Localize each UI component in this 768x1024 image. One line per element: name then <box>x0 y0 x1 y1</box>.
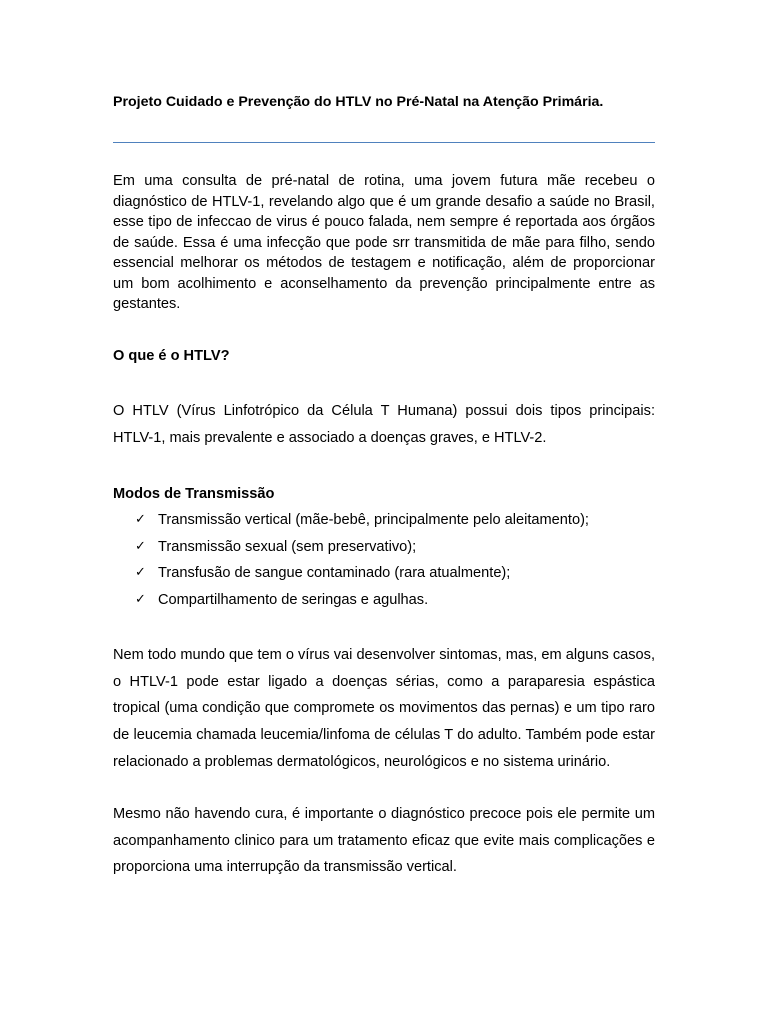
what-is-htlv-paragraph: O HTLV (Vírus Linfotrópico da Célula T Humana) possui dois tipos principais: HTLV-1, mais prevalente e associado a doenças graves, e HTLV-2. <box>113 403 655 446</box>
checkmark-icon: ✓ <box>135 592 146 608</box>
transmission-list <box>113 507 589 614</box>
title-divider <box>113 142 655 143</box>
list-item-text: Transmissão vertical (mãe-bebê, principalmente pelo aleitamento); <box>158 512 589 528</box>
list-item <box>113 587 589 614</box>
checkmark-icon: ✓ <box>135 538 146 554</box>
list-item <box>113 507 589 534</box>
list-item <box>113 534 589 561</box>
section-heading-transmission: Modos de Transmissão <box>113 486 275 502</box>
list-item <box>113 560 589 587</box>
list-item-text: Transmissão sexual (sem preservativo); <box>158 538 417 555</box>
diagnosis-paragraph: Mesmo não havendo cura, é importante o diagnóstico precoce pois ele permite um acompanhamento clinico para um tratamento eficaz que evite mais complicações e proporciona uma interrupção da transmissão vertical. <box>113 806 655 876</box>
intro-paragraph: Em uma consulta de pré-natal de rotina, uma jovem futura mãe recebeu o diagnóstico de HTLV-1, revelando algo que é um grande desafio a saúde no Brasil, esse tipo de infeccao de virus é pouco falada, nem sempre é reportada aos órgãos de saúde. Essa é uma infecção que pode srr transmitida de mãe para filho, sendo essencial melhorar os métodos de testagem e notificação, além de proporcionar um bom acolhimento e aconselhamento da prevenção principalmente entre as gestantes. <box>113 173 655 312</box>
checkmark-icon: ✓ <box>135 565 146 581</box>
section-heading-what-is-htlv: O que é o HTLV? <box>113 348 230 364</box>
document-title: Projeto Cuidado e Prevenção do HTLV no Pré-Natal na Atenção Primária. <box>113 94 604 110</box>
list-item-text: Compartilhamento de seringas e agulhas. <box>158 592 429 609</box>
checkmark-icon: ✓ <box>135 512 146 527</box>
list-item-text: Transfusão de sangue contaminado (rara atualmente); <box>158 565 511 582</box>
symptoms-paragraph: Nem todo mundo que tem o vírus vai desenvolver sintomas, mas, em alguns casos, o HTLV-1 pode estar ligado a doenças sérias, como a paraparesia espástica tropical (uma condição que compromete os movimentos das pernas) e um tipo raro de leucemia chamada leucemia/linfoma de células T do adulto. Também pode estar relacionado a problemas dermatológicos, neurológicos e no sistema urinário. <box>113 647 655 770</box>
